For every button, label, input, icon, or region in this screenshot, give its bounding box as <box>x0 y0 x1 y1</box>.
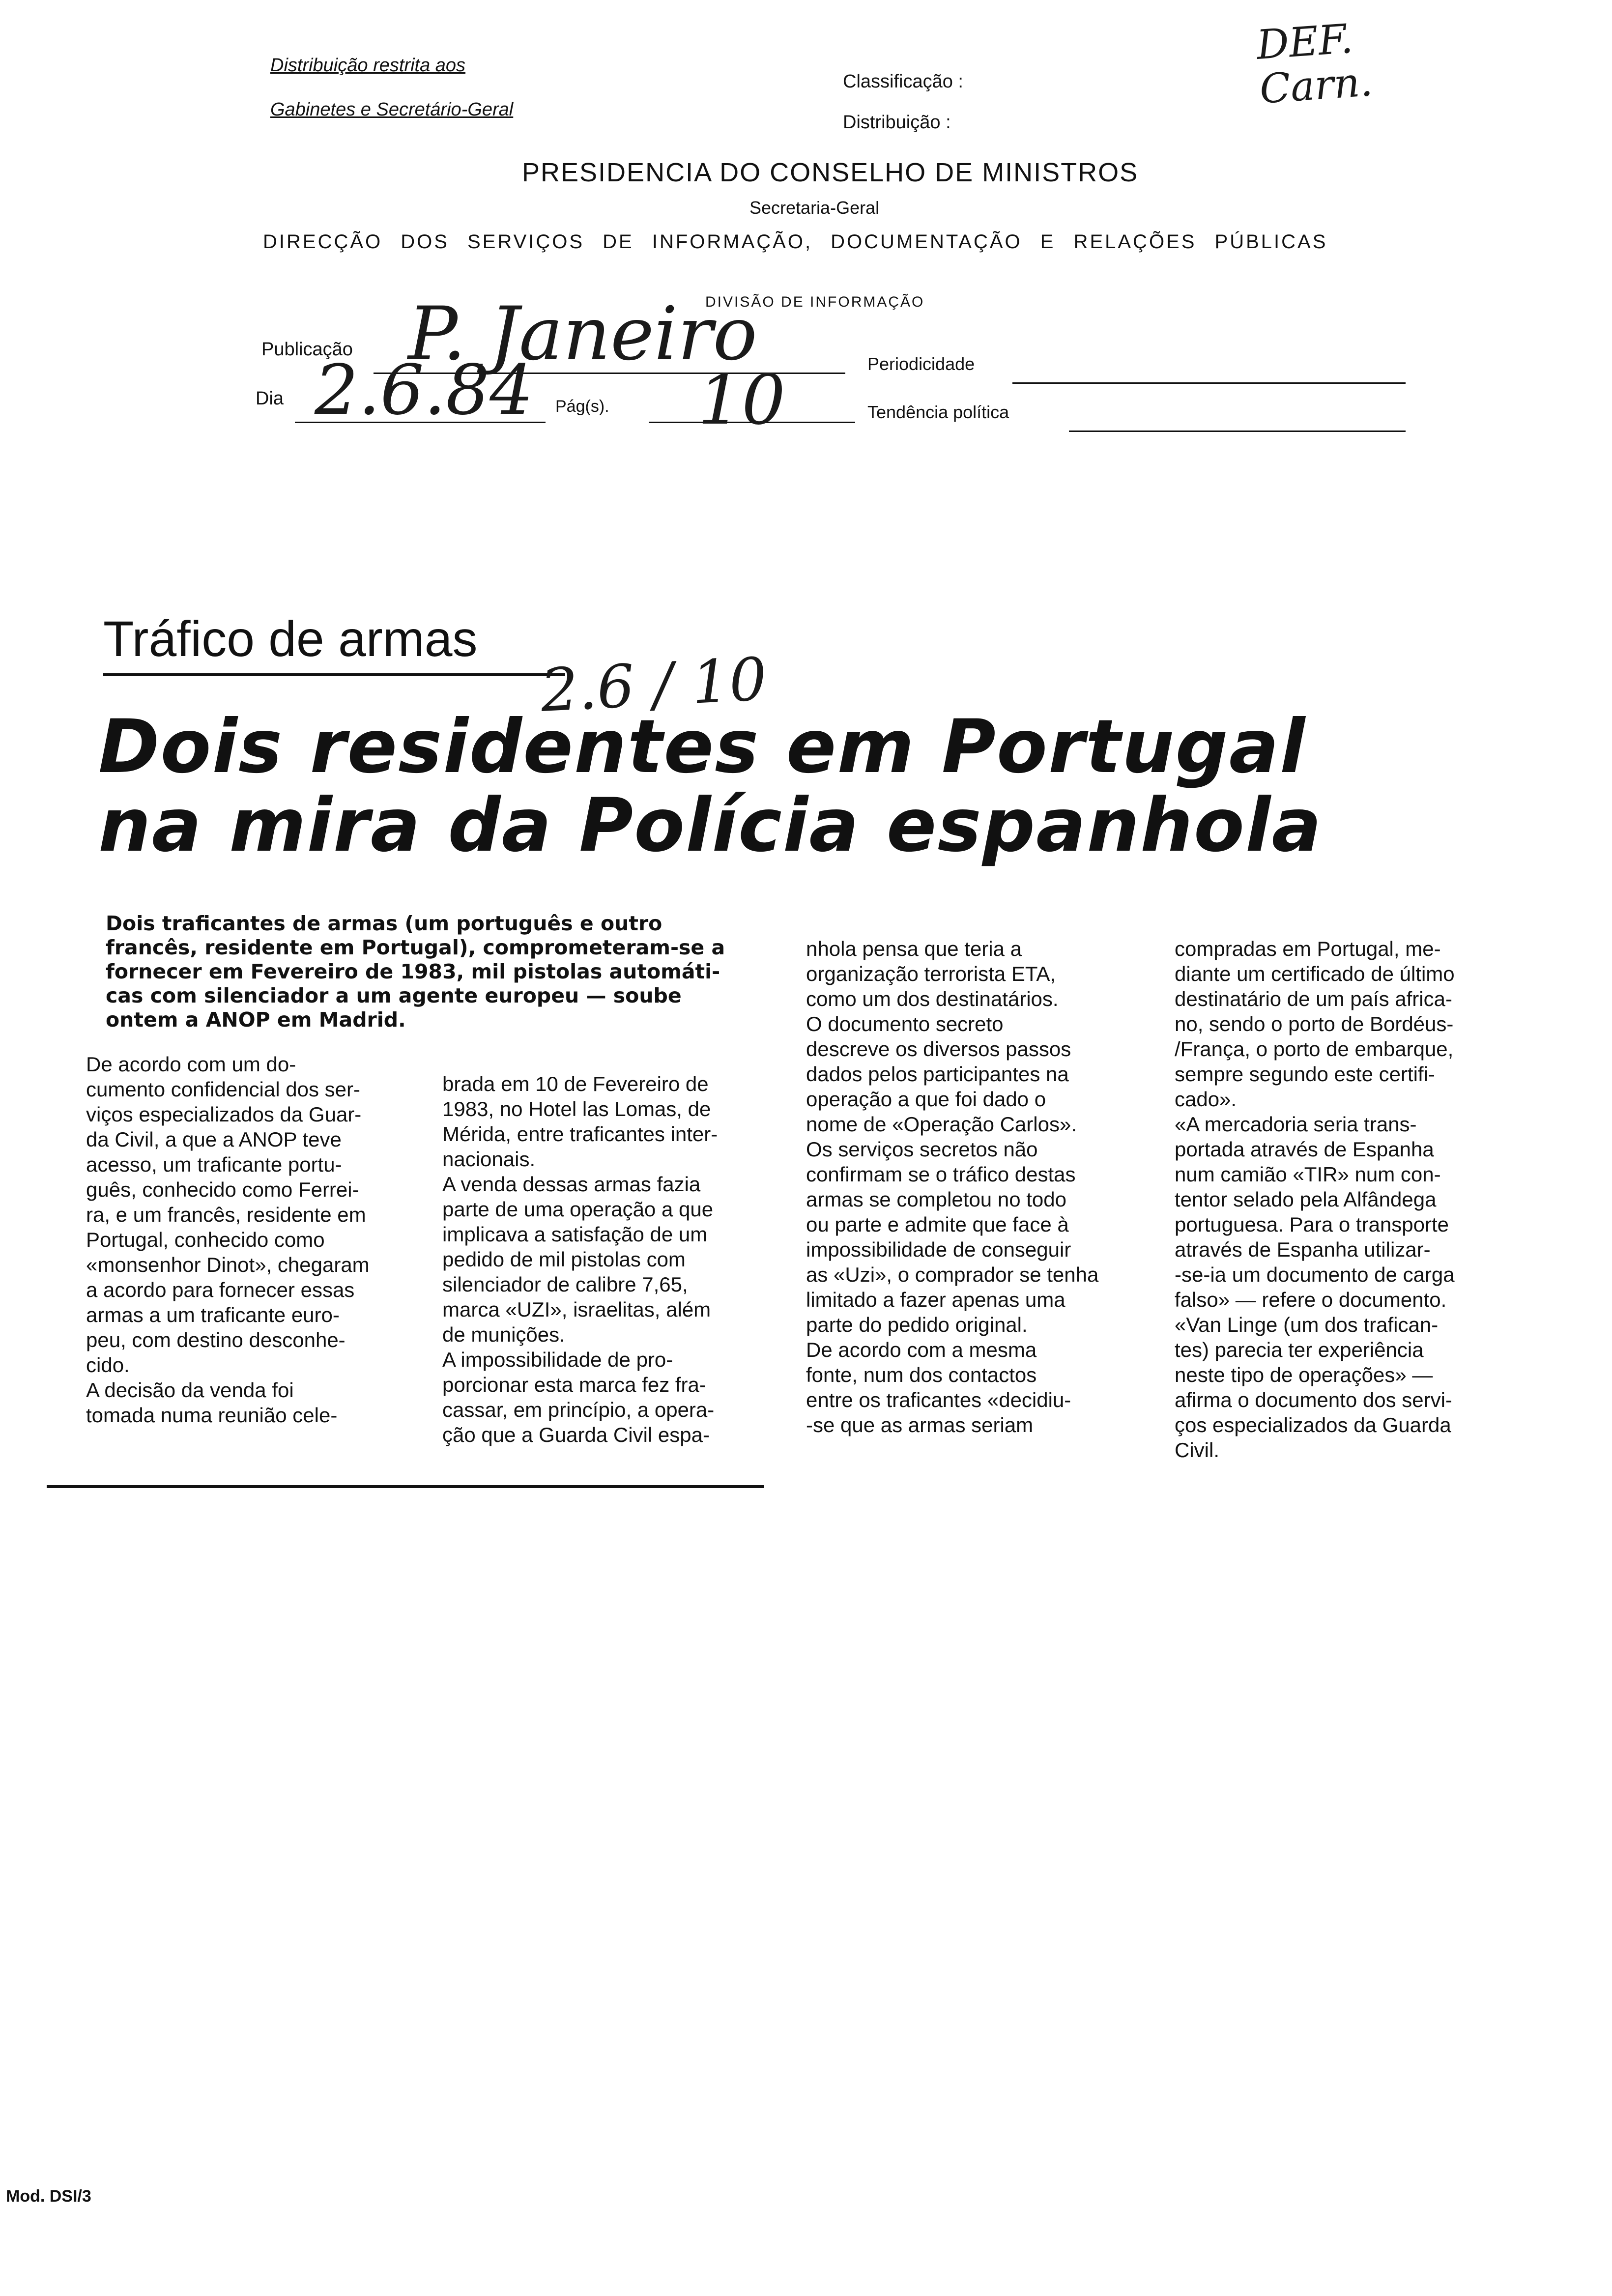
article-handwritten-note: 2.6 / 10 <box>539 645 769 725</box>
article-column-3: nhola pensa que teria a organização terrorista ETA, como um dos destinatários. O documento secreto descreve os diversos passos dados pelos participantes na operação a que foi dado o nome de «Operação Carlos». Os serviços secretos não confirmam se o tráfico destas armas se completou no todo ou parte e admite que face à impossibilidade de conseguir as «Uzi», o comprador se tenha limitado a fazer apenas uma parte do pedido original. De acordo com a mesma fonte, num dos contactos entre os traficantes «decidiu- -se que as armas seriam <box>806 937 1099 1436</box>
article-column-1: De acordo com um do- cumento confidencial dos ser- viços especializados da Guar- da Civil, a que a ANOP teve acesso, um traficante portu- guês, conhecido como Ferrei- ra, e um francês, residente em Portugal, conhecido como «monsenhor Dinot», chegaram a acordo para fornecer essas armas a um traficante euro- peu, com destino desconhe- cido. A decisão da venda foi tomada numa reunião cele- <box>86 1053 370 1427</box>
secretaria-label: Secretaria-Geral <box>749 198 880 218</box>
form-code: Mod. DSI/3 <box>6 2187 91 2206</box>
article-column-2: brada em 10 de Fevereiro de 1983, no Hotel las Lomas, de Mérida, entre traficantes inter- nacionais. A venda dessas armas fazia parte de uma operação a que implicava a satisfação de um pedido de mil pistolas com silenciador de calibre 7,65, marca «UZI», israelitas, além de munições. A impossibilidade de pro- porcionar esta marca fez fra- cassar, em princípio, a opera- ção que a Guarda Civil espa- <box>442 1072 718 1446</box>
corner-handwritten-note: DEF. Carn. <box>1255 15 1374 113</box>
pags-label: Pág(s). <box>555 397 609 416</box>
restricted-line-2: Gabinetes e Secretário-Geral <box>270 99 514 120</box>
pags-handwritten-value: 10 <box>698 360 786 440</box>
tendencia-label: Tendência política <box>867 402 1009 422</box>
article-column-4: compradas em Portugal, me- diante um certificado de último destinatário de um país africa- no, sendo o porto de Bordéus- /França, o porto de embarque, sempre segundo este certifi- cado». «A mercadoria seria trans- portada através de Espanha num camião «TIR» num con- tentor selado pela Alfândega portuguesa. Para o transporte através de Espanha utilizar- -se-ia um documento de carga falso» — refere o documento. «Van Linge (um dos trafican- tes) parecia ter experiência neste tipo de operações» — afirma o documento dos servi- ços especializados da Guarda Civil. <box>1175 937 1455 1462</box>
direccao-title: DIRECÇÃO DOS SERVIÇOS DE INFORMAÇÃO, DOCUMENTAÇÃO E RELAÇÕES PÚBLICAS <box>263 231 1328 253</box>
dia-handwritten-value: 2.6.84 <box>315 350 534 430</box>
periodicidade-label: Periodicidade <box>867 354 975 374</box>
article-headline: Dois residentes em Portugal na mira da Polícia espanhola <box>98 704 1323 868</box>
dia-label: Dia <box>256 388 284 409</box>
distribuicao-label: Distribuição : <box>843 112 951 133</box>
tendencia-line <box>1069 430 1406 432</box>
restricted-line-1: Distribuição restrita aos <box>270 55 466 76</box>
publicacao-handwritten-value: P. Janeiro <box>408 291 757 377</box>
article-bottom-rule <box>47 1485 764 1488</box>
kicker-rule <box>103 673 565 676</box>
article-kicker: Tráfico de armas <box>103 611 478 667</box>
article-lead: Dois traficantes de armas (um português e outro francês, residente em Portugal), comprometeram-se a fornecer em Fevereiro de 1983, mil pistolas automáti- cas com silenciador a um agente europeu — soube ontem a ANOP em Madrid. <box>106 912 725 1032</box>
divisao-label: DIVISÃO DE INFORMAÇÃO <box>705 294 925 310</box>
classificacao-label: Classificação : <box>843 71 963 92</box>
org-title: PRESIDENCIA DO CONSELHO DE MINISTROS <box>522 158 1139 187</box>
periodicidade-line <box>1012 382 1406 384</box>
publicacao-label: Publicação <box>261 339 353 360</box>
